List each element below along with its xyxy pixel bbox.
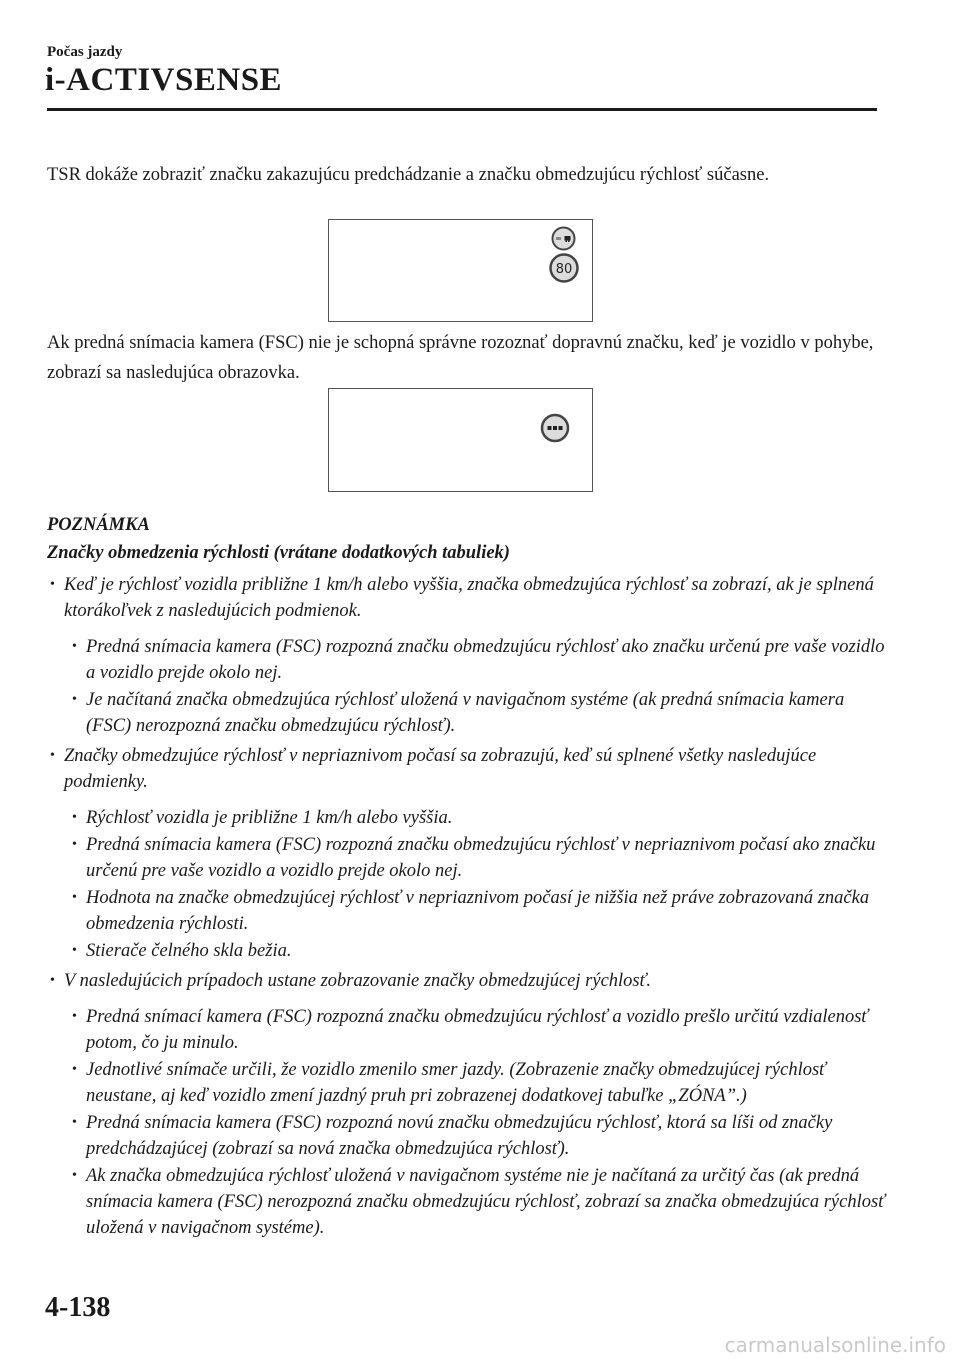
section-label: Počas jazdy (47, 44, 123, 60)
intro-paragraph-tsr: TSR dokáže zobraziť značku zakazujúcu predchádzanie a značku obmedzujúcu rýchlosť súčasne. (47, 165, 770, 185)
bullet-dot-icon: • (50, 748, 55, 763)
bullet-dot-icon: • (72, 1009, 77, 1024)
note-sub-bullet: • Predná snímacia kamera (FSC) rozpozná značku obmedzujúcu rýchlosť v nepriaznivom počasí ako značku určenú pre vaše vozidlo a vozidlo prejde okolo nej. (47, 832, 887, 884)
chapter-title: i-ACTIVSENSE (45, 62, 283, 98)
note-block (47, 512, 887, 1241)
title-divider (47, 108, 877, 111)
intro-paragraph-fsc: Ak predná snímacia kamera (FSC) nie je schopná správne rozoznať dopravnú značku, keď je vozidlo v pohybe, zobrazí sa nasledujúca obrazovka. (47, 333, 874, 383)
note-sub-bullet: • Ak značka obmedzujúca rýchlosť uložená v navigačnom systéme nie je načítaná za určitý čas (ak predná snímacia kamera (FSC) nerozpozná značku obmedzujúcu rýchlosť, zobrazí sa značka obmedzujúca rýchlosť uložená v navigačnom systéme). (47, 1163, 887, 1241)
speed-limit-icon (549, 253, 579, 283)
bullet-dot-icon: • (72, 890, 77, 905)
bullet-dot-icon: • (50, 577, 55, 592)
page-number: 4-138 (45, 1292, 111, 1323)
bullet-dot-icon: • (50, 973, 55, 988)
bullet-dot-icon: • (72, 692, 77, 707)
note-sub-bullet: • Rýchlosť vozidla je približne 1 km/h alebo vyššia. (47, 805, 887, 831)
bullet-dot-icon: • (72, 810, 77, 825)
note-sub-bullet: • Hodnota na značke obmedzujúcej rýchlosť v nepriaznivom počasí je nižšia než práve zobrazovaná značka obmedzenia rýchlosti. (47, 885, 887, 937)
note-sub-bullet: • Je načítaná značka obmedzujúca rýchlosť uložená v navigačnom systéme (ak predná snímacia kamera (FSC) nerozpozná značku obmedzujúcu rýchlosť). (47, 687, 887, 739)
note-sub-bullet: • Jednotlivé snímače určili, že vozidlo zmenilo smer jazdy. (Zobrazenie značky obmedzujúcej rýchlosť neustane, aj keď vozidlo zmení jazdný pruh pri zobrazenej dodatkovej tabuľke „ZÓNA”.) (47, 1057, 887, 1109)
bullet-dot-icon: • (72, 1115, 77, 1130)
note-sub-bullet: • Predná snímacia kamera (FSC) rozpozná novú značku obmedzujúcu rýchlosť, ktorá sa líši od značky predchádzajúcej (zobrazí sa nová značka obmedzujúca rýchlosť). (47, 1110, 887, 1162)
note-sub-bullet: • Predná snímacia kamera (FSC) rozpozná značku obmedzujúcu rýchlosť ako značku určenú pre vaše vozidlo a vozidlo prejde okolo nej. (47, 634, 887, 686)
bullet-dot-icon: • (72, 639, 77, 654)
bullet-dot-icon: • (72, 1168, 77, 1183)
note-bullet: • V nasledujúcich prípadoch ustane zobrazovanie značky obmedzujúcej rýchlosť. (47, 968, 887, 994)
note-bullet: • Značky obmedzujúce rýchlosť v nepriaznivom počasí sa zobrazujú, keď sú splnené všetky nasledujúce podmienky. (47, 743, 887, 795)
display-illustration-unrecognized (328, 388, 593, 492)
unrecognized-sign-icon (540, 413, 570, 443)
watermark: carmanualsonline.info (724, 1333, 946, 1357)
note-bullet: • Keď je rýchlosť vozidla približne 1 km/h alebo vyššia, značka obmedzujúca rýchlosť sa zobrazí, ak je splnená ktorákoľvek z nasledujúcich podmienok. (47, 572, 887, 624)
note-title: POZNÁMKA (47, 515, 150, 535)
bullet-dot-icon: • (72, 1062, 77, 1077)
note-sub-bullet: • Stierače čelného skla bežia. (47, 938, 887, 964)
no-overtaking-icon (551, 226, 576, 251)
speed-limit-value: 80 (555, 262, 573, 277)
note-subtitle: Značky obmedzenia rýchlosti (vrátane dodatkových tabuliek) (47, 543, 510, 563)
note-sub-bullet: • Predná snímací kamera (FSC) rozpozná značku obmedzujúcu rýchlosť a vozidlo prešlo určitú vzdialenosť potom, čo ju minulo. (47, 1004, 887, 1056)
bullet-dot-icon: • (72, 943, 77, 958)
display-illustration-sign-pair (328, 219, 593, 322)
bullet-dot-icon: • (72, 837, 77, 852)
